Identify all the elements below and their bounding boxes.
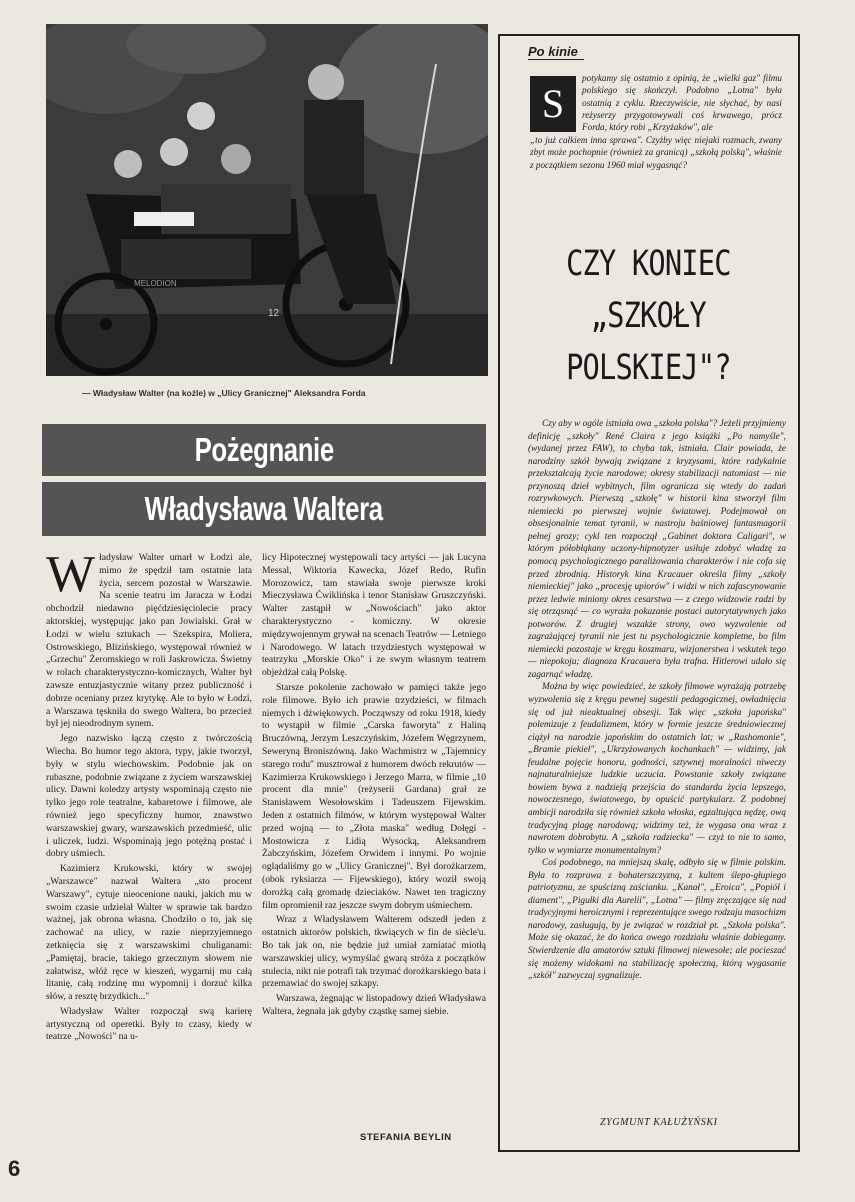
article1-column1 <box>46 546 252 1044</box>
article1-column2 <box>262 552 486 1019</box>
photo-caption: — Władysław Walter (na koźle) w „Ulicy Granicznej" Aleksandra Forda <box>82 388 366 398</box>
carriage-scene-image <box>46 24 488 376</box>
article1-paragraph: Jego nazwisko łączą często z twórczością Wiecha. Bo humor tego aktora, typy, jakie tworzył, były w stylu wiechowskim. Podobnie jak on rubaszne, podobnie związane z życiem warszawskiej ulicy. Dawni koledzy artysty wspominają często nie tylko jego role teatralne, kabaretowe i filmowe, ale również jego specyficzny humor, znawstwo warszawskiej gwary, warszawskich przedmieść, ulic i uliczek, ludzi. Wspominają jego potężną postać i dobry uśmiech. <box>46 733 252 860</box>
article-title-line2: Władysława Waltera <box>42 482 486 536</box>
article2-paragraph: Można by więc powiedzieć, że szkoły filmowe wyrażają potrzebę wyzwolenia się z kręgu pewnej sugestii pedagogicznej, owładnięcia się od już nieaktualnej obsesji. Tak więc „szkoła japońska" polemizuje z feudalizmem, który w formie jeszcze średniowiecznej ciążył na narodzie japońskim do ostatnich lat; w „Rashomonie", „Bramie piekieł", „Ukrzyżowanych kochankach" — widzimy, jak feudalne pojęcie honoru, godności, sztywnej moralności niweczy najnaturalniejsze ludzkie uczucia. Powstanie szkoły związane bowiem bywa z nadzieją przejścia do standardu życia lepszego, nowoczesnego, światowego, by opuścić partykularz. Z podobnej ambicji narodziła się również szkoła włoska, egzaltująca nędzę, ową tradycyjną plagę narodową; widzimy też, że wygasa ona wraz z nawrotem dobrobytu. A „szkoła radziecka" — czyż to nie to samo, tylko w wymiarze monumentalnym? <box>528 682 786 856</box>
drop-cap: W <box>46 546 96 603</box>
page-number: 6 <box>8 1156 21 1181</box>
article1-paragraph: Władysław Walter rozpoczął swą karierę artystyczną od operetki. Były to czasy, kiedy w teatrze „Nowości" na u- <box>46 1005 252 1043</box>
article1-paragraph: licy Hipotecznej występowali tacy artyści — jak Lucyna Messal, Wiktoria Kawecka, Józef Redo, Rufin Morozowicz, tam stawiała swoje pierwsze kroki Mieczysława Ćwiklińska i tenor Stanisław Gruszczyński. Walter zastąpił w „Nowościach" jako aktor charakterystyczno - komiczny. W okresie międzywojennym grywał na scenach Teatrów — Letniego i Narodowego. W latach trzydziestych występował w teatrzyku „Morskie Oko" i ze swym własnym teatrem objeżdżał całą Polskę. <box>262 552 486 679</box>
article2-paragraph: Czy aby w ogóle istniała owa „szkoła polska"? Jeżeli przyjmiemy definicję „szkoły" René Claira z jego książki „Po namyśle", (wydanej przez FAW), to chyba tak, istniała. Clair powiada, że narodziny szkół bywają związane z kryzysami, które radykalnie przekształcają życie narodowe; okresy stabilizacji natomiast — nie przynoszą dzieł wybitnych, film ogranicza się wtedy do zadań rozrywkowych. Pierwszą „szkołę" w historii kina stworzył film niemiecki po pierwszej wojnie światowej. Podejmował on obsesjonalnie temat tyranii, w nastroju baśniowej fantasmagorii pełnej grozy; cykl ten rozpoczął „Gabinet doktora Caligari", w którym półobłąkany uczony-hipnotyzer usiłuje zdobyć władzę za pomocą psychologicznego paraliżowania charakterów i nie cofa się przed zbrodnią. Historyk kina Kracauer określa filmy „szkoły niemieckiej" jako „procesję upiorów" i widzi w nich zafascynowanie przez ledwie miniony okres cesarstwa — z czego widzowie radzi by się otrząsnąć — co wyraża pokazanie postaci autorytatywnych jako potworów. Z drugiej wszakże strony, owo wyzwolenie od zagrażającej tyranii nie jest tu psychologicznie kompletne, bo film niemiecki pozostaje w kręgu koszmaru, wizjonerstwa i wskutek tego — niepokoju; diagnoza Kracauera była trafna. Hitlerowi udało się zagarnąć władzę. <box>528 419 786 680</box>
article2-paragraph: Coś podobnego, na mniejszą skalę, odbyło się w filmie polskim. Była to rozprawa z bohaterszczyzną, z kultem ślepo-głupiego patriotyzmu, ze spuścizną zaścianku. „Kanał", „Eroica", „Popiół i diament", „Pigułki dla Aurelii", „Lotna" — filmy zręczające się nad tradycyjnymi heroicznymi i reprezentujące swego rodzaju masochizm narodowy, zasługują, by je związać w rozdział pt. „Szkoła polska". Może się okazać, że do końca owego rozdziału właśnie dobiegamy. Stwierdzenie dla amatorów sztuki filmowej niewesołe; ale pocieszać się możemy widokami na stabilizację społeczną, którą wygasanie „szkół" zazwyczaj sygnalizuje. <box>528 858 786 982</box>
article1-paragraph: Wraz z Władysławem Walterem odszedł jeden z ostatnich aktorów polskich, tkwiących w fin de siècle'u. Bo tak jak on, nie będzie już umiał zamiatać miotłą warszawskiej ulicy, wymyślać gwarą stróża z początków stulecia, nikt nie potrafi tak trzymać dorożkarskiego bata i przemawiać do swojej szkapy. <box>262 914 486 990</box>
intro-text-a: potykamy się ostatnio z opinią, że „wielki gaz" filmu polskiego się skończył. Podobno „Lotna" była ostatnią z cyklu. Rzeczywiście, nie słychać, by nasi reżyserzy przygotowywali coś krwawego, prócz Forda, który robi „Krzyżaków", ale <box>582 73 782 133</box>
melodion-sign: MELODION <box>134 279 177 288</box>
section-label: Po kinie <box>528 44 584 60</box>
article1-paragraph: Warszawa, żegnając w listopadowy dzień Władysława Waltera, żegnała jak gdyby cząstkę samej siebie. <box>262 993 486 1017</box>
article2-body <box>528 418 786 983</box>
article1-paragraph: Władysław Walter umarł w Łodzi ale, mimo że spędził tam ostatnie lata życia, sercem pozostał w Warszawie. Na scenie teatru im Jaracza w Łodzi obchodził niedawno pięćdziesięciolecie pracy aktorskiej, występując jako pan Jowialski. Grał w Łodzi w wielu sztukach — Szekspira, Moliera, Ostrowskiego, Blizińskiego, występował również w „Grzechu" Żeromskiego w roli Jaskrowicza. Świetny w rolach charakterystyczno-komicznych, Walter był zawsze entuzjastycznie witany przez publiczność i dobrze oceniany przez krytykę. Ale to było w Łodzi, a Warszawa tęskniła do swego Waltera, bo przecież był jej nieodrodnym synem. <box>46 546 252 730</box>
drop-cap-box: S <box>530 76 576 132</box>
article-title-line1: Pożegnanie <box>42 424 486 476</box>
article2-author: ZYGMUNT KAŁUŻYŃSKI <box>600 1117 718 1128</box>
article2-headline: CZY KONIEC „SZKOŁY POLSKIEJ"? <box>565 244 731 388</box>
article1-author: STEFANIA BEYLIN <box>360 1132 452 1143</box>
intro-text-b: „to już całkiem inna sprawa". Czyżby więc niejaki rozmach, zwany zbyt może pochopnie (również za granicą) „szkołą polską", właśnie z początkiem sezonu 1960 miał wygasnąć? <box>530 135 782 170</box>
article1-paragraph: Kazimierz Krukowski, który w swojej „Warszawce" nazwał Waltera „sto procent Warszawy", cytuje nieocenione nauki, jakich mu w swoim czasie udzielał Walter w sprawie tak bardzo ważnej, jak obrona własna. Chodziło o to, jak się zachować na ulicy, w razie nieprzyjemnego zetknięcia się z warszawskimi chuliganami: „Pamiętaj, bracie, takiego grzecznym słowem nie załatwisz, włóż ręce w kieszeń, wygarnij mu całą litanię, całą rodzinę mu wypomnij i dorzuć kilka słów, a resztę brzydkich..." <box>46 863 252 1003</box>
article1-paragraph: Starsze pokolenie zachowało w pamięci także jego role filmowe. Było ich prawie trzydzieści, w filmach niemych i dźwiękowych. Począwszy od roku 1918, kiedy to wystąpił w filmie „Carska faworyta" z Haliną Bruczówną, Jerzym Leszczyńskim, Józefem Węgrzynem, Seweryną Broniszówną. Jako Wachmistrz w „Tajemnicy starego rodu" musztrował z humorem dwóch rekrutów — Kazimierza Krukowskiego i Jerzego Marra, w filmie „10 procent dla mnie" (reżyserii Gardana) grał ze Stanisławem Wesołowskim i Tadeuszem Fijewskim. Jeden z ostatnich filmów, w którym występował Walter przed wojną — to „Złota maska" według Dołęgi - Mostowicza z Lidią Wysocką, Aleksandrem Żabczyńskim, Józefem Orwidem i innymi. Po wojnie oglądaliśmy go w „Ulicy Granicznej". Był dorożkarzem, (obok ryksiarza — Fijewskiego), który woził swoją dorożką całą gromadę dzieciaków. Nawet ten tragiczny film opromienił raz jeszcze swym dobrym uśmiechem. <box>262 681 486 911</box>
film-still-photo <box>46 24 488 376</box>
carriage-number: 12 <box>268 308 280 319</box>
